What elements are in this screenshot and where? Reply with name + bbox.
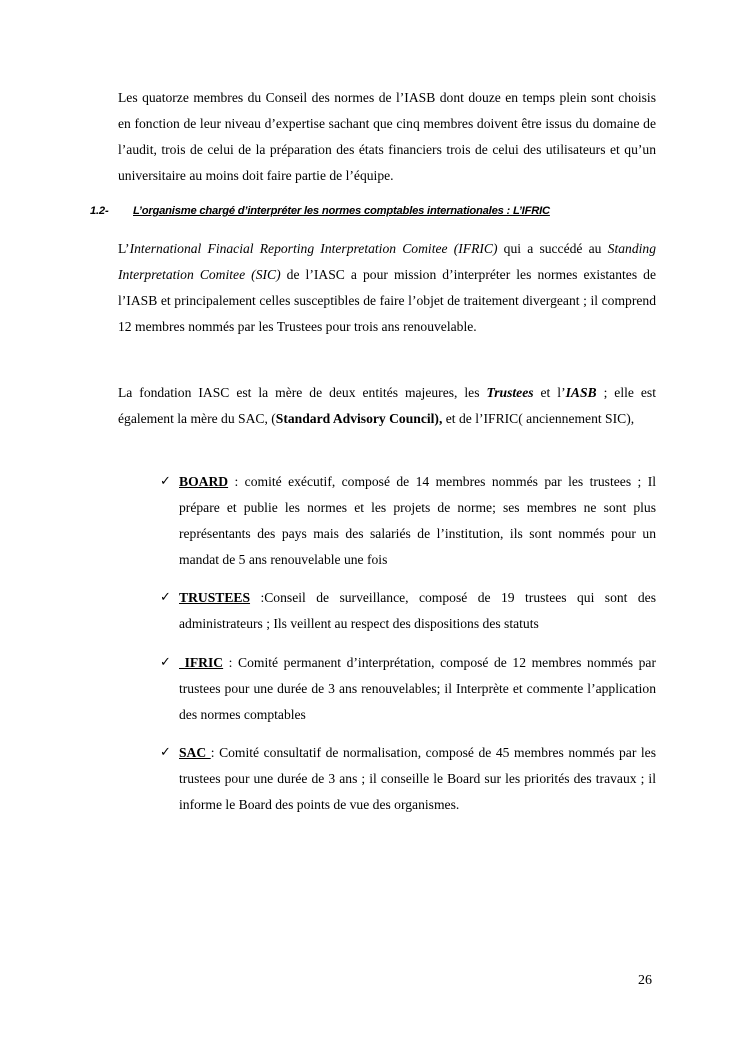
check-mark-icon: ✓	[160, 655, 171, 670]
ifric-lead: L’	[118, 241, 130, 256]
page-number: 26	[638, 973, 652, 988]
check-mark-icon: ✓	[160, 590, 171, 605]
section-heading	[90, 205, 690, 217]
list-item-trustees	[160, 585, 656, 637]
iasb-term: IASB	[565, 385, 597, 400]
bullet-text: : Comité permanent d’interprétation, composé de 12 membres nommés par trustees pour une durée de 3 ans renouvelables; il Interprète et commente l’application des normes comptables	[179, 655, 656, 722]
ifric-rest: de l’IASC a pour mission d’interpréter les normes existantes de l’IASB et principalement celles susceptibles de faire l’objet de traitement divergeant ; il comprend 12 membres nommés par les Trustees pour trois ans renouvelable.	[118, 267, 656, 334]
bullet-text: :Conseil de surveillance, composé de 19 trustees qui sont des administrateurs ; Ils veillent au respect des dispositions des statuts	[179, 590, 656, 631]
section-number: 1.2-	[90, 205, 109, 217]
bullet-term: IFRIC	[179, 655, 224, 670]
section-title: L’organisme chargé d’interpréter les normes comptables internationales : L’IFRIC	[133, 205, 550, 217]
bullet-text: : comité exécutif, composé de 14 membres nommés par les trustees ; Il prépare et publie les normes et les projets de norme; ses membres ne sont plus représentants des pays mais des salariés de l’institution, ils sont nommés pour un mandat de 5 ans renouvelable une fois	[179, 474, 656, 567]
list-item-board	[160, 469, 656, 573]
trustees-term: Trustees	[486, 385, 534, 400]
foundation-paragraph	[118, 380, 656, 432]
check-mark-icon: ✓	[160, 745, 171, 760]
ifric-mid: qui a succédé au	[497, 241, 608, 256]
bullet-term: SAC	[179, 745, 211, 760]
foundation-text-d: et de l’IFRIC( anciennement SIC),	[442, 411, 635, 426]
list-item-sac	[160, 740, 656, 818]
intro-paragraph: Les quatorze membres du Conseil des normes de l’IASB dont douze en temps plein sont choisis en fonction de leur niveau d’expertise sachant que cinq membres doivent être issus du domaine de l’audit, trois de celui de la préparation des états financiers trois de celui des utilisateurs et qu’un universitaire au moins doit faire partie de l’équipe.	[118, 90, 656, 183]
sic-full-name: Standing Interpretation Comitee (SIC)	[118, 241, 656, 282]
foundation-text-b: et l’	[533, 385, 566, 400]
foundation-text-c: ; elle est également la mère du SAC, (	[118, 385, 657, 426]
bullet-term: TRUSTEES	[179, 590, 251, 605]
bullet-text: : Comité consultatif de normalisation, composé de 45 membres nommés par les trustees pour une durée de 3 ans ; il conseille le Board sur les priorités des travaux ; il informe le Board des points de vue des organismes.	[179, 745, 656, 812]
bullet-term: BOARD	[179, 474, 229, 489]
check-mark-icon: ✓	[160, 474, 171, 489]
ifric-full-name: International Finacial Reporting Interpretation Comitee (IFRIC)	[129, 241, 498, 256]
list-item-ifric	[160, 650, 656, 728]
ifric-paragraph	[118, 236, 656, 340]
sac-full-name: Standard Advisory Council),	[275, 411, 443, 426]
foundation-text-a: La fondation IASC est la mère de deux entités majeures, les	[118, 385, 487, 400]
